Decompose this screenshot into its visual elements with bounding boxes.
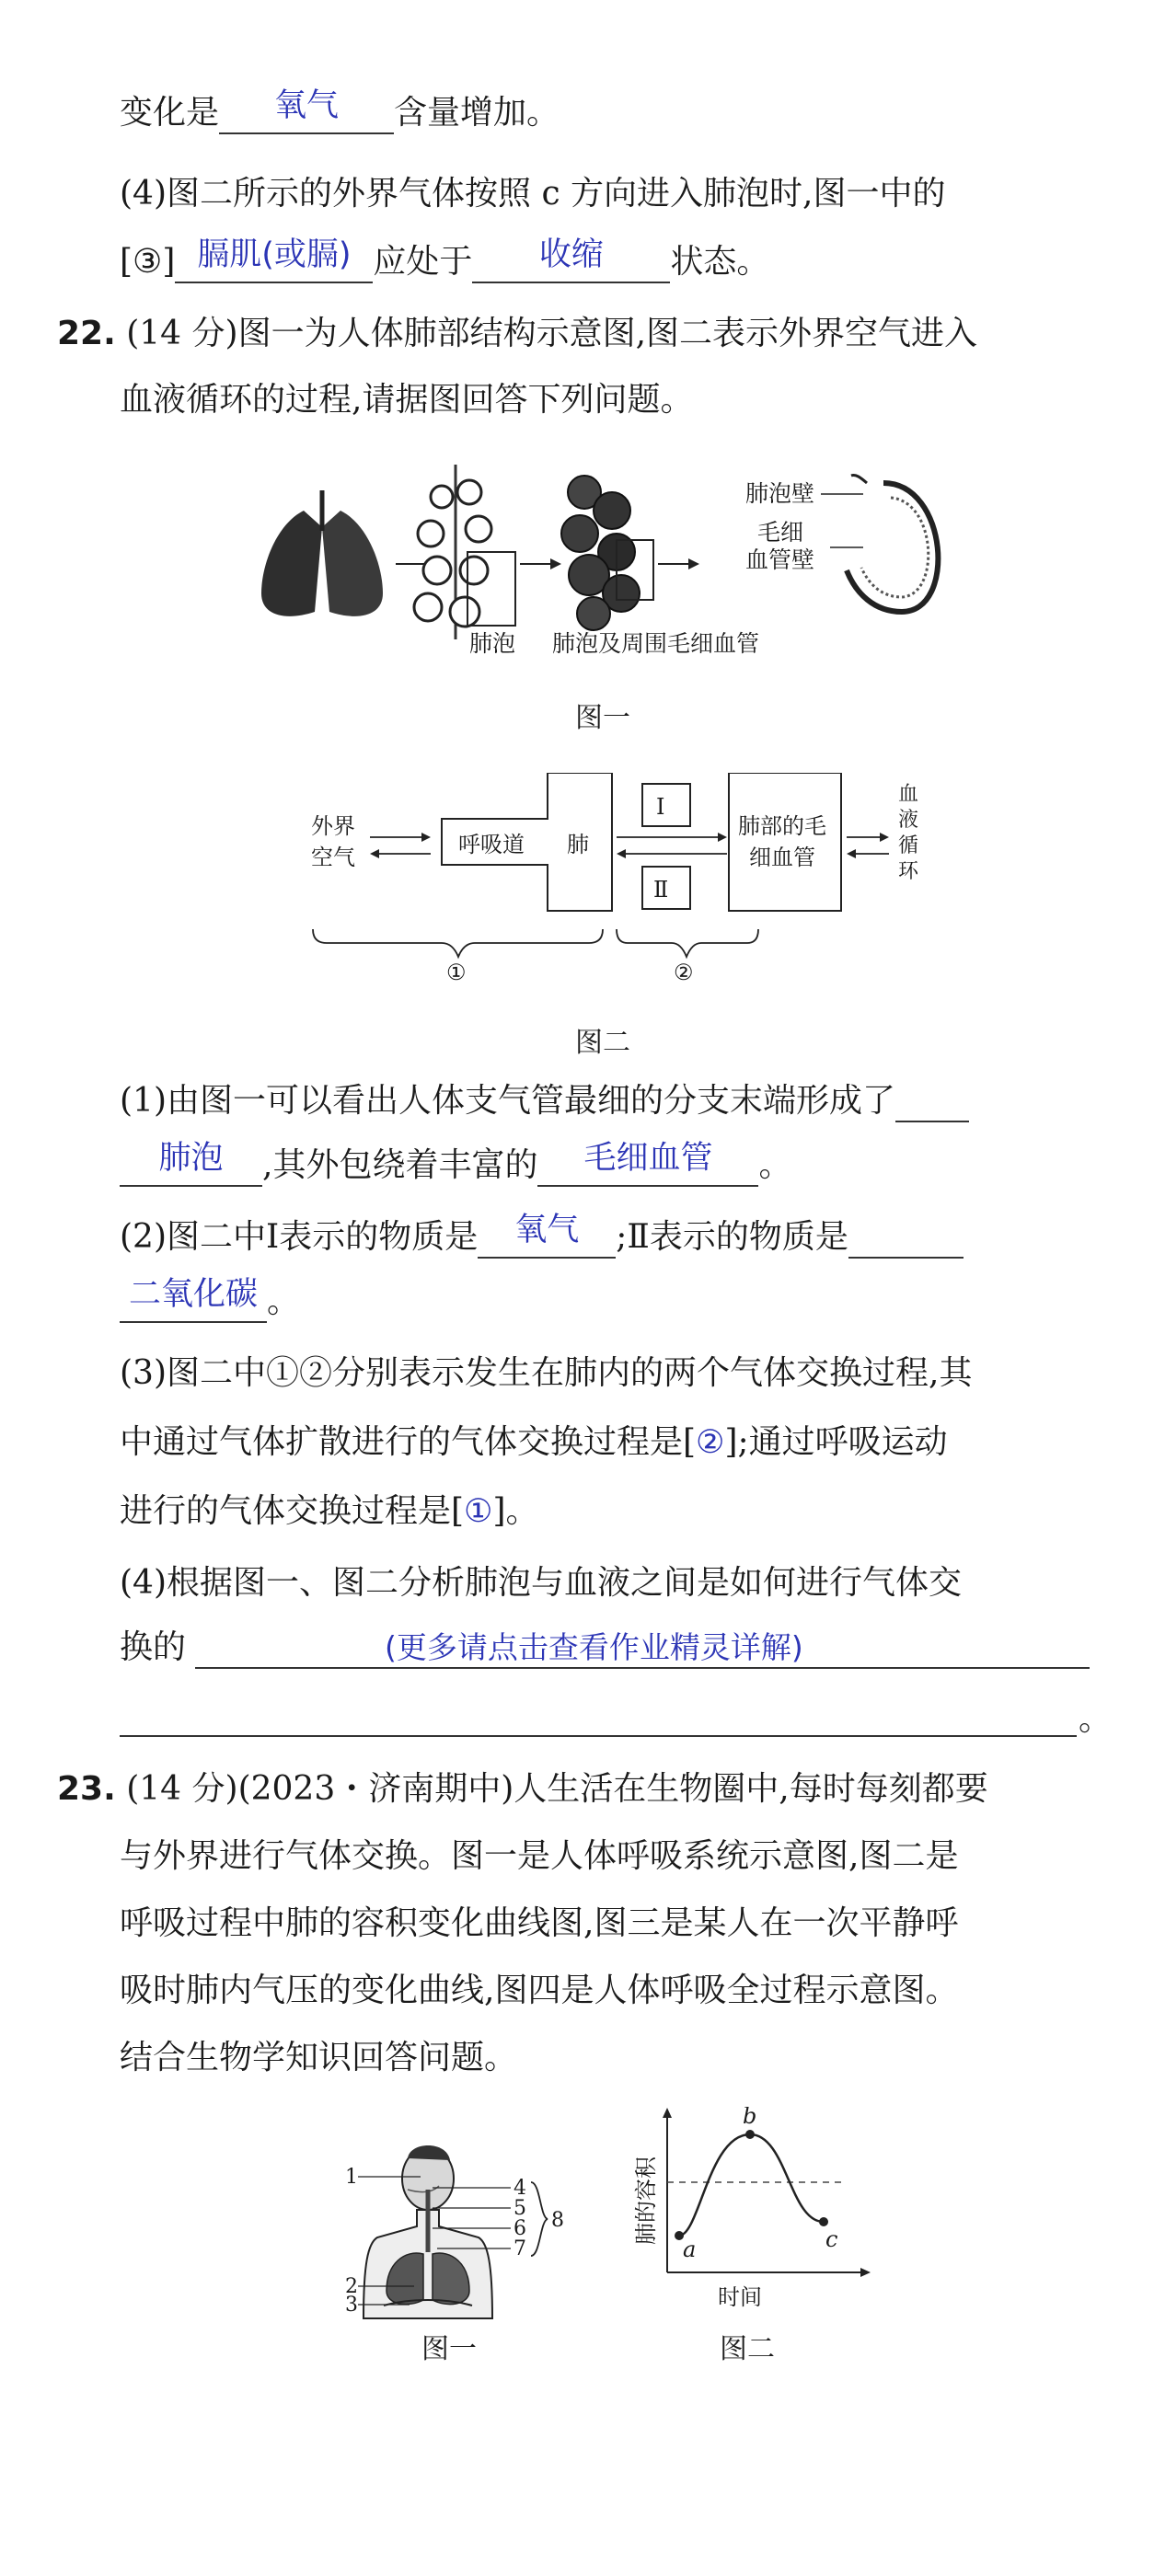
label-blood-3: 循: [898, 834, 919, 857]
respiratory-system-figure: [336, 2134, 575, 2323]
details-link[interactable]: (更多请点击查看作业精灵详解): [385, 1629, 803, 1665]
q23-line-1: 23. (14 分)(2023・济南期中)人生活在生物圈中,每时每刻都要: [57, 1770, 988, 1808]
answer-inline[interactable]: ②: [696, 1424, 725, 1461]
label-blood-2: 液: [898, 809, 919, 832]
label-alveolus-wall: 肺泡壁: [745, 480, 815, 507]
label-brace-1: ①: [446, 960, 467, 984]
human-torso-icon: [364, 2145, 492, 2318]
label-capillary-wall-1: 毛细: [757, 519, 804, 546]
figure-caption: 图一: [575, 702, 630, 734]
point-b: b: [743, 2107, 757, 2129]
q21-line-3: [③] 膈肌(或膈) 应处于 收缩 状态。: [120, 241, 769, 283]
q23-line-2: 与外界进行气体交换。图一是人体呼吸系统示意图,图二是: [120, 1837, 959, 1875]
q22-line-1: 22. (14 分)图一为人体肺部结构示意图,图二表示外界空气进入: [57, 315, 978, 352]
y-axis-label: 肺的容积: [633, 2156, 659, 2245]
lung-structure-figure: [248, 455, 966, 676]
label-outside-air-2: 空气: [311, 845, 355, 870]
label-4: 4: [514, 2177, 526, 2200]
answer-blank[interactable]: 膈肌(或膈): [175, 241, 373, 283]
answer-blank[interactable]: 收缩: [472, 241, 670, 283]
alveolus-capillary-icon: [561, 476, 653, 630]
q22-p2-line-1: (2)图二中Ⅰ表示的物质是 氧气 ;Ⅱ表示的物质是: [120, 1216, 964, 1259]
q21-line-2: (4)图二所示的外界气体按照 c 方向进入肺泡时,图一中的: [120, 175, 946, 213]
q22-line-2: 血液循环的过程,请据图回答下列问题。: [120, 381, 694, 419]
alveolus-wall-arc-icon: [847, 475, 938, 612]
lungs-icon: [261, 490, 383, 616]
q22-p3-line-3: 进行的气体交换过程是[①]。: [120, 1492, 539, 1530]
label-6: 6: [514, 2217, 526, 2240]
answer-blank[interactable]: 氧气: [478, 1216, 616, 1259]
q22-p1-line-2: 肺泡 ,其外包绕着丰富的 毛细血管 。: [120, 1144, 791, 1187]
label-1: 1: [345, 2166, 358, 2189]
q21-line-1: 变化是 氧气 含量增加。: [120, 92, 560, 134]
answer-rule[interactable]: [120, 1735, 1077, 1737]
figure-caption: 图二: [575, 1027, 630, 1059]
q22-p3-line-1: (3)图二中①②分别表示发生在肺内的两个气体交换过程,其: [120, 1354, 973, 1392]
answer-blank[interactable]: 氧气: [219, 92, 394, 134]
answer-blank[interactable]: [895, 1080, 969, 1122]
answer-inline[interactable]: ①: [464, 1493, 493, 1530]
figure-caption: 图二: [720, 2333, 775, 2365]
q22-p4-line-2: 换的: [120, 1628, 187, 1666]
label-2: 2: [345, 2275, 358, 2298]
label-airway: 呼吸道: [458, 832, 525, 857]
point-a: a: [683, 2237, 697, 2262]
answer-blank[interactable]: 二氧化碳: [120, 1281, 267, 1323]
label-3: 3: [345, 2294, 358, 2317]
label-8: 8: [551, 2209, 564, 2232]
label-capillary-wall-2: 血管壁: [745, 546, 815, 573]
label-alveolus: 肺泡: [469, 630, 516, 657]
q23-line-4: 吸时肺内气压的变化曲线,图四是人体呼吸全过程示意图。: [120, 1972, 959, 2009]
figure-caption: 图一: [421, 2333, 477, 2365]
label-capillary-2: 细血管: [749, 845, 815, 870]
q22-p4-line-1: (4)根据图一、图二分析肺泡与血液之间是如何进行气体交: [120, 1564, 962, 1602]
alveolus-cluster-icon: [414, 465, 515, 639]
label-outside-air-1: 外界: [311, 813, 355, 839]
q22-p3-line-2: 中通过气体扩散进行的气体交换过程是[②];通过呼吸运动: [120, 1423, 948, 1461]
label-blood-1: 血: [898, 783, 919, 806]
gas-exchange-diagram: [294, 773, 929, 984]
answer-blank[interactable]: [848, 1216, 964, 1259]
x-axis-label: 时间: [718, 2284, 762, 2310]
answer-blank[interactable]: 肺泡: [120, 1144, 262, 1187]
q22-p1-line-1: (1)由图一可以看出人体支气管最细的分支末端形成了: [120, 1080, 969, 1122]
label-box-II: Ⅱ: [653, 877, 669, 903]
lung-volume-chart: [617, 2107, 874, 2318]
q22-p2-line-2: 二氧化碳 。: [120, 1281, 300, 1323]
label-blood-4: 环: [898, 860, 919, 883]
q23-line-3: 呼吸过程中肺的容积变化曲线图,图三是某人在一次平静呼: [120, 1904, 959, 1942]
label-box-I: Ⅰ: [656, 794, 665, 820]
label-alveolus-capillary: 肺泡及周围毛细血管: [552, 630, 760, 657]
label-lung: 肺: [567, 832, 589, 857]
label-capillary-1: 肺部的毛: [738, 813, 826, 839]
period: 。: [1079, 1700, 1113, 1738]
label-7: 7: [514, 2237, 526, 2260]
point-c: c: [825, 2226, 838, 2252]
answer-blank[interactable]: 毛细血管: [537, 1144, 758, 1187]
label-brace-2: ②: [674, 960, 694, 984]
q23-line-5: 结合生物学知识回答问题。: [120, 2039, 518, 2076]
label-5: 5: [514, 2197, 526, 2220]
